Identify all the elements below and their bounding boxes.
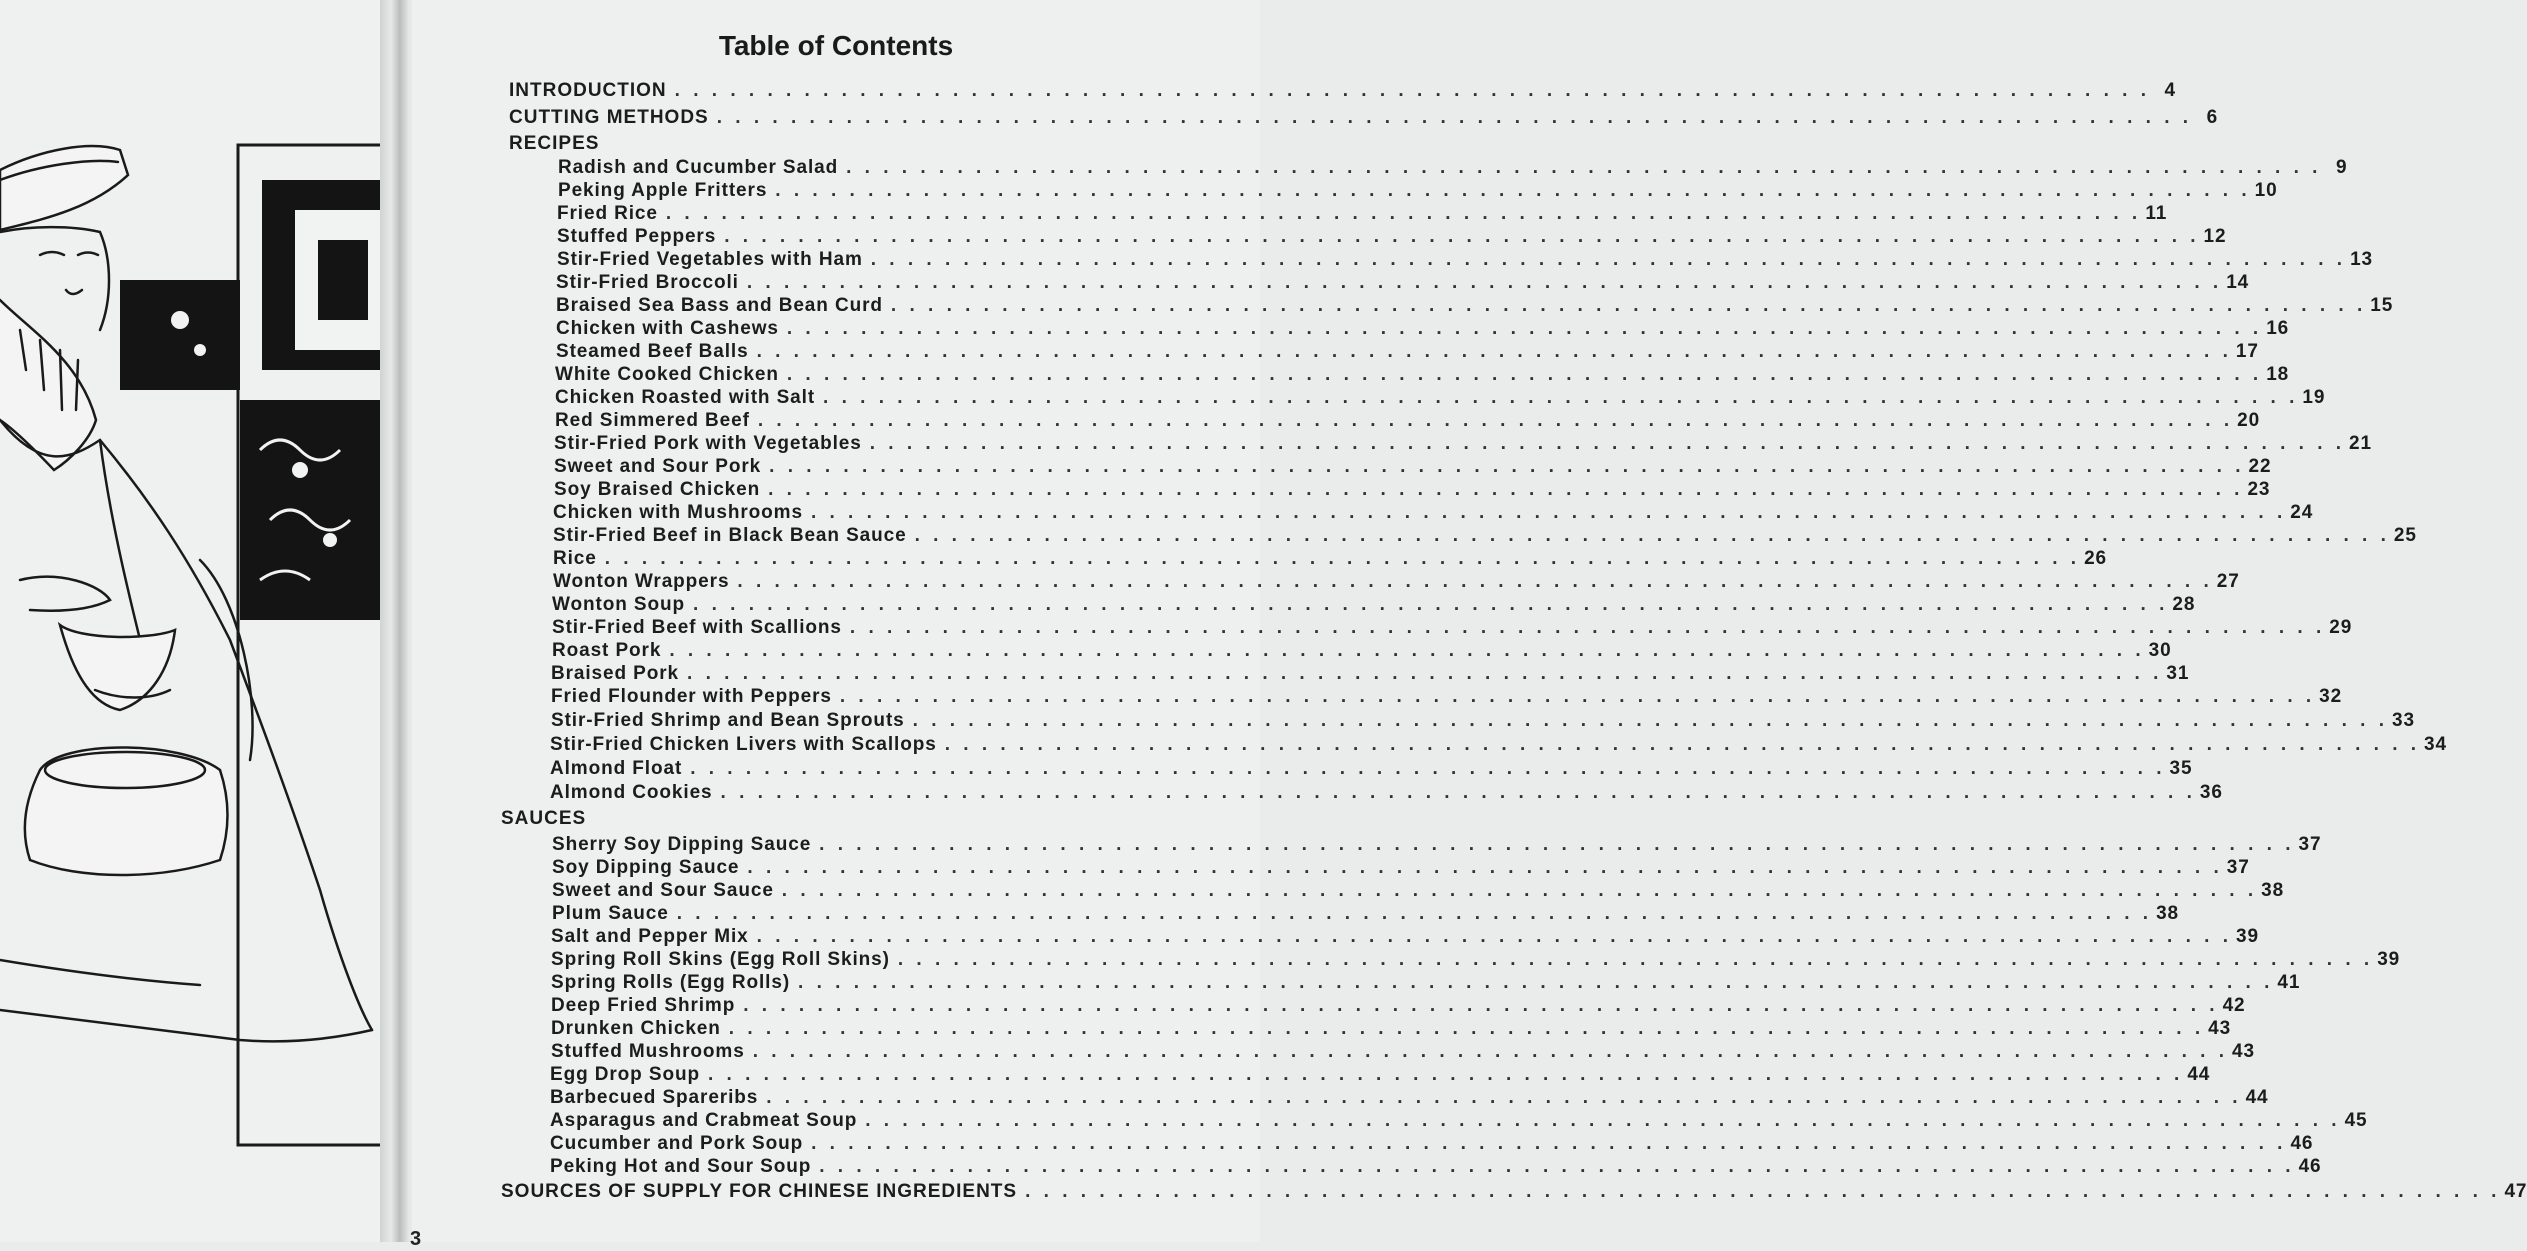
dot-leader: . . . . . . . . . . . . . . . . . . . . . . . . . . . . . . . . . . . . . . . . . . . . . . . . . . . . . . . . . . . . . . . . . . . . . . . . . . . . . . . .: [786, 318, 2263, 339]
toc-section-heading: [501, 1181, 2527, 1203]
toc-entry: [551, 949, 2401, 971]
toc-entry-page: 35: [2169, 758, 2193, 779]
toc-entry: [553, 502, 2314, 524]
toc-entry-page: 20: [2237, 410, 2261, 431]
toc-entry: [557, 226, 2227, 248]
dot-leader: . . . . . . . . . . . . . . . . . . . . . . . . . . . . . . . . . . . . . . . . . . . . . . . . . . . . . . . . . . . . . . . . . . . . . . . . . . . . . . . .: [604, 548, 2081, 569]
toc-entry-page: 47: [2504, 1181, 2527, 1202]
toc-entry-page: 6: [2206, 107, 2219, 128]
toc-entry: [556, 318, 2290, 340]
toc-entry-label: Braised Sea Bass and Bean Curd: [556, 295, 883, 316]
toc-entry-page: 18: [2266, 364, 2290, 385]
toc-entry-page: 17: [2235, 341, 2259, 362]
toc-entry-label: Chicken with Mushrooms: [553, 502, 803, 523]
toc-entry: [551, 1018, 2232, 1040]
toc-entry: [550, 758, 2193, 780]
toc-entry-label: Salt and Pepper Mix: [551, 926, 749, 947]
page-title: Table of Contents: [718, 30, 954, 61]
toc-entry-page: 4: [2164, 80, 2176, 101]
toc-entry-page: 38: [2156, 903, 2179, 924]
toc-entry: [553, 548, 2108, 570]
toc-entry: [552, 857, 2250, 879]
toc-entry-label: RECIPES: [509, 133, 600, 154]
dot-leader: . . . . . . . . . . . . . . . . . . . . . . . . . . . . . . . . . . . . . . . . . . . . . . . . . . . . . . . . . . . . . . . . . . . . . . . . . . . . . . . .: [752, 1041, 2229, 1062]
toc-entry-page: 46: [2290, 1133, 2314, 1154]
dot-leader: . . . . . . . . . . . . . . . . . . . . . . . . . . . . . . . . . . . . . . . . . . . . . . . . . . . . . . . . . . . . . . . . . . . . . . . . . . . . . . . .: [768, 479, 2244, 500]
dot-leader: . . . . . . . . . . . . . . . . . . . . . . . . . . . . . . . . . . . . . . . . . . . . . . . . . . . . . . . . . . . . . . . . . . . . . . . . . . . . . . . .: [769, 456, 2245, 477]
toc-entry-page: 10: [2254, 180, 2278, 201]
dot-leader: . . . . . . . . . . . . . . . . . . . . . . . . . . . . . . . . . . . . . . . . . . . . . . . . . . . . . . . . . . . . . . . . . . . . . . . . . . . . . . . .: [676, 903, 2153, 924]
toc-entry-label: CUTTING METHODS: [509, 107, 709, 128]
dot-leader: . . . . . . . . . . . . . . . . . . . . . . . . . . . . . . . . . . . . . . . . . . . . . . . . . . . . . . . . . . . . . . . . . . . . . . . . . . . . . . . .: [890, 295, 2367, 316]
dot-leader: . . . . . . . . . . . . . . . . . . . . . . . . . . . . . . . . . . . . . . . . . . . . . . . . . . . . . . . . . . . . . . . . . . . . . . . . . . . . . . . .: [869, 433, 2346, 454]
dot-leader: . . . . . . . . . . . . . . . . . . . . . . . . . . . . . . . . . . . . . . . . . . . . . . . . . . . . . . . . . . . . . . . . . . . . . . . . . . . . . . . .: [897, 949, 2374, 970]
toc-entry-label: Plum Sauce: [552, 903, 669, 924]
toc-entry-label: Soy Braised Chicken: [554, 479, 761, 500]
toc-entry-page: 14: [2226, 272, 2250, 293]
toc-entry-label: White Cooked Chicken: [555, 364, 779, 385]
dot-leader: . . . . . . . . . . . . . . . . . . . . . . . . . . . . . . . . . . . . . . . . . . . . . . . . . . . . . . . . . . . . . . . . . . . . . . . . . . . . . . . .: [746, 272, 2223, 293]
toc-entry-label: Stir-Fried Chicken Livers with Scallops: [550, 734, 937, 755]
toc-entry-page: 12: [2203, 226, 2227, 247]
toc-entry: [552, 640, 2172, 662]
toc-entry-page: 44: [2187, 1064, 2211, 1085]
dot-leader: . . . . . . . . . . . . . . . . . . . . . . . . . . . . . . . . . . . . . . . . . . . . . . . . . . . . . . . . . . . . . . . . . . . . . . . . . . . . . . . .: [912, 710, 2388, 731]
dot-leader: . . . . . . . . . . . . . . . . . . . . . . . . . . . . . . . . . . . . . . . . . . . . . . . . . . . . . . . . . . . . . . . . . . . . . . . . . . . . . . . .: [737, 571, 2213, 592]
dot-leader: . . . . . . . . . . . . . . . . . . . . . . . . . . . . . . . . . . . . . . . . . . . . . . . . . . . . . . . . . . . . . . . . . . . . . . . . . . . . . . . .: [693, 594, 2169, 615]
toc-entry-page: 43: [2232, 1041, 2255, 1062]
toc-entry-label: Stuffed Peppers: [557, 226, 717, 247]
toc-entry: [550, 1133, 2314, 1155]
toc-entry: [551, 686, 2343, 708]
dot-leader: . . . . . . . . . . . . . . . . . . . . . . . . . . . . . . . . . . . . . . . . . . . . . . . . . . . . . . . . . . . . . . . . . . . . . . . . . . . . . . . .: [819, 1156, 2295, 1177]
toc-entry-page: 45: [2344, 1110, 2368, 1131]
toc-entry: [555, 387, 2326, 409]
toc-entry-label: Stir-Fried Broccoli: [556, 272, 739, 293]
dot-leader: . . . . . . . . . . . . . . . . . . . . . . . . . . . . . . . . . . . . . . . . . . . . . . . . . . . . . . . . . . . . . . . . . . . . . . . . . . . . . . . .: [766, 1087, 2242, 1108]
toc-entry: [555, 410, 2261, 432]
toc-entry: [552, 834, 2322, 856]
toc-entry: [556, 272, 2250, 294]
toc-entry: [551, 972, 2301, 994]
dot-leader: . . . . . . . . . . . . . . . . . . . . . . . . . . . . . . . . . . . . . . . . . . . . . . . . . . . . . . . . . . . . . . . . . . . . . . . . . . . . . . . .: [839, 686, 2316, 707]
toc-entry: [550, 1156, 2322, 1178]
toc-entry-page: 31: [2166, 663, 2190, 684]
toc-entry: [552, 903, 2179, 925]
toc-entry-label: Wonton Soup: [552, 594, 686, 615]
dot-leader: . . . . . . . . . . . . . . . . . . . . . . . . . . . . . . . . . . . . . . . . . . . . . . . . . . . . . . . . . . . . . . . . . . . . . . . . . . . . . . . .: [747, 857, 2223, 878]
dot-leader: . . . . . . . . . . . . . . . . . . . . . . . . . . . . . . . . . . . . . . . . . . . . . . . . . . . . . . . . . . . . . . . . . . . . . . . . . . . . . . . .: [823, 387, 2299, 408]
toc-entry-label: Wonton Wrappers: [553, 571, 730, 592]
toc-entry: [557, 203, 2168, 225]
dot-leader: . . . . . . . . . . . . . . . . . . . . . . . . . . . . . . . . . . . . . . . . . . . . . . . . . . . . . . . . . . . . . . . . . . . . . . . . . . . . . . . .: [756, 926, 2232, 947]
dot-leader: . . . . . . . . . . . . . . . . . . . . . . . . . . . . . . . . . . . . . . . . . . . . . . . . . . . . . . . . . . . . . . . . . . . . . . . . . . . . . . . .: [786, 364, 2263, 385]
toc-entry: [552, 594, 2196, 616]
toc-entry-page: 38: [2261, 880, 2285, 901]
toc-entry-label: SAUCES: [501, 808, 587, 829]
dot-leader: . . . . . . . . . . . . . . . . . . . . . . . . . . . . . . . . . . . . . . . . . . . . . . . . . . . . . . . . . . . . . . . . . . . . . . . . . . . . . . . .: [810, 502, 2287, 523]
toc-entry-label: Fried Flounder with Peppers: [551, 686, 832, 707]
toc-entry: [550, 1110, 2368, 1132]
dot-leader: . . . . . . . . . . . . . . . . . . . . . . . . . . . . . . . . . . . . . . . . . . . . . . . . . . . . . . . . . . . . . . . . . . . . . . . . . . . . . . . .: [781, 880, 2258, 901]
toc-entry-page: 13: [2350, 249, 2374, 270]
toc-entry-page: 9: [2336, 157, 2348, 178]
toc-entry-label: Almond Float: [550, 758, 683, 779]
toc-entry: [550, 1064, 2211, 1086]
toc-entry-page: 33: [2391, 710, 2415, 731]
dot-leader: . . . . . . . . . . . . . . . . . . . . . . . . . . . . . . . . . . . . . . . . . . . . . . . . . . . . . . . . . . . . . . . . . . . . . . . . . . . . . . . .: [756, 341, 2232, 362]
toc-entry-label: Soy Dipping Sauce: [552, 857, 740, 878]
toc-entry-label: Stir-Fried Vegetables with Ham: [557, 249, 863, 270]
toc-entry: [558, 157, 2348, 179]
toc-entry-label: SOURCES OF SUPPLY FOR CHINESE INGREDIENTS: [501, 1181, 1018, 1202]
toc-entry-label: Stir-Fried Beef in Black Bean Sauce: [553, 525, 907, 546]
toc-entry-label: Deep Fried Shrimp: [551, 995, 736, 1016]
toc-entry: [550, 1087, 2269, 1109]
dot-leader: . . . . . . . . . . . . . . . . . . . . . . . . . . . . . . . . . . . . . . . . . . . . . . . . . . . . . . . . . . . . . . . . . . . . . . . . . . . . . . . .: [665, 203, 2142, 224]
toc-section-heading: [509, 133, 1170, 155]
toc-entry-label: Chicken Roasted with Salt: [555, 387, 816, 408]
dot-leader: . . . . . . . . . . . . . . . . . . . . . . . . . . . . . . . . . . . . . . . . . . . . . . . . . . . . . . . . . . . . . . . . . . . . . . . . . . . . . . . .: [687, 663, 2163, 684]
toc-entry-page: 34: [2424, 734, 2447, 755]
dot-leader: . . . . . . . . . . . . . . . . . . . . . . . . . . . . . . . . . . . . . . . . . . . . . . . . . . . . . . . . . . . . . . . . . . . . . . . . . . . . . . . .: [707, 1064, 2184, 1085]
toc-entry-label: INTRODUCTION: [509, 80, 667, 101]
dot-leader: . . . . . . . . . . . . . . . . . . . . . . . . . . . . . . . . . . . . . . . . . . . . . . . . . . . . . . . . . . . . . . . . . . . . . . . . . . . . . . . .: [846, 157, 2322, 178]
toc-entry-page: 39: [2236, 926, 2259, 947]
dot-leader: . . . . . . . . . . . . . . . . . . . . . . . . . . . . . . . . . . . . . . . . . . . . . . . . . . . . . . . . . . . . . . . . . . . . . . . . . . . . . . . .: [849, 617, 2326, 638]
toc-entry-page: 27: [2216, 571, 2240, 592]
toc-entry: [550, 734, 2447, 756]
toc-entry-label: Spring Rolls (Egg Rolls): [551, 972, 791, 993]
dot-leader: . . . . . . . . . . . . . . . . . . . . . . . . . . . . . . . . . . . . . . . . . . . . . . . . . . . . . . . . . . . . . . . . . . . . . . . . . . . . . . . .: [743, 995, 2219, 1016]
toc-entry-label: Sweet and Sour Sauce: [552, 880, 774, 901]
toc-entry: [551, 926, 2259, 948]
dot-leader: . . . . . . . . . . . . . . . . . . . . . . . . . . . . . . . . . . . . . . . . . . . . . . . . . . . . . . . . . . . . . . . . . . . . . . . . . . . . . . . .: [674, 80, 2150, 101]
toc-entry-label: Stir-Fried Pork with Vegetables: [554, 433, 862, 454]
dot-leader: . . . . . . . . . . . . . . . . . . . . . . . . . . . . . . . . . . . . . . . . . . . . . . . . . . . . . . . . . . . . . . . . . . . . . . . . . . . . . . . .: [690, 758, 2166, 779]
toc-entry-label: Almond Cookies: [550, 782, 713, 803]
toc-entry-label: Egg Drop Soup: [550, 1064, 700, 1085]
dot-leader: . . . . . . . . . . . . . . . . . . . . . . . . . . . . . . . . . . . . . . . . . . . . . . . . . . . . . . . . . . . . . . . . . . . . . . . . . . . . . . . .: [757, 410, 2234, 431]
toc-entry-page: 37: [2298, 834, 2322, 855]
toc-entry-page: 46: [2298, 1156, 2322, 1177]
toc-entry-page: 43: [2208, 1018, 2232, 1039]
toc-entry-page: 44: [2245, 1087, 2269, 1108]
toc-entry: [553, 571, 2240, 593]
toc-entry-label: Radish and Cucumber Salad: [558, 157, 839, 178]
toc-entry-label: Spring Roll Skins (Egg Roll Skins): [551, 949, 890, 970]
toc-entry: [554, 479, 2271, 501]
toc-section-heading: [509, 80, 2176, 102]
toc-entry-label: Stir-Fried Beef with Scallions: [552, 617, 842, 638]
toc-entry-label: Sherry Soy Dipping Sauce: [552, 834, 812, 855]
dot-leader: . . . . . . . . . . . . . . . . . . . . . . . . . . . . . . . . . . . . . . . . . . . . . . . . . . . . . . . . . . . . . . . . . . . . . . . . . . . . . . . .: [914, 525, 2390, 546]
toc-entry-label: Stuffed Mushrooms: [551, 1041, 745, 1062]
toc-entry-page: 37: [2226, 857, 2250, 878]
dot-leader: . . . . . . . . . . . . . . . . . . . . . . . . . . . . . . . . . . . . . . . . . . . . . . . . . . . . . . . . . . . . . . . . . . . . . . . . . . . . . . . .: [819, 834, 2295, 855]
dot-leader: . . . . . . . . . . . . . . . . . . . . . . . . . . . . . . . . . . . . . . . . . . . . . . . . . . . . . . . . . . . . . . . . . . . . . . . . . . . . . . . .: [720, 782, 2196, 803]
toc-entry-page: 26: [2084, 548, 2108, 569]
toc-entry: [551, 710, 2415, 732]
toc-section-heading: [501, 808, 1170, 830]
toc-entry-page: 39: [2377, 949, 2401, 970]
toc-entry: [551, 663, 2190, 685]
toc-entry-label: Fried Rice: [557, 203, 658, 224]
toc-entry-page: 36: [2199, 782, 2223, 803]
toc-entry: [558, 180, 2278, 202]
toc-entry-label: Barbecued Spareribs: [550, 1087, 759, 1108]
toc-entry-page: 23: [2247, 479, 2271, 500]
toc-entry-page: 41: [2277, 972, 2301, 993]
toc-entry-page: 28: [2172, 594, 2196, 615]
toc-section-heading: [509, 107, 2219, 129]
toc-entry-page: 25: [2393, 525, 2417, 546]
toc-entry-page: 15: [2370, 295, 2394, 316]
toc-entry-label: Asparagus and Crabmeat Soup: [550, 1110, 858, 1131]
toc-entry-page: 24: [2290, 502, 2314, 523]
toc-entry: [556, 341, 2259, 363]
toc-entry-label: Stir-Fried Shrimp and Bean Sprouts: [551, 710, 905, 731]
dot-leader: . . . . . . . . . . . . . . . . . . . . . . . . . . . . . . . . . . . . . . . . . . . . . . . . . . . . . . . . . . . . . . . . . . . . . . . . . . . . . . . .: [724, 226, 2200, 247]
left-page-illustration: [0, 0, 384, 1242]
toc-entry-label: Peking Hot and Sour Soup: [550, 1156, 812, 1177]
dot-leader: . . . . . . . . . . . . . . . . . . . . . . . . . . . . . . . . . . . . . . . . . . . . . . . . . . . . . . . . . . . . . . . . . . . . . . . . . . . . . . . .: [716, 107, 2193, 128]
sage-illustration: [0, 0, 384, 1242]
toc-entry-page: 42: [2222, 995, 2246, 1016]
toc-entry-page: 32: [2319, 686, 2343, 707]
toc-entry: [554, 433, 2372, 455]
toc-entry: [554, 456, 2272, 478]
toc-entry: [556, 295, 2394, 317]
toc-entry-page: 22: [2248, 456, 2272, 477]
toc-entry-label: Steamed Beef Balls: [556, 341, 749, 362]
toc-entry-label: Rice: [553, 548, 597, 569]
toc-entry: [552, 880, 2285, 902]
toc-entry-label: Peking Apple Fritters: [558, 180, 768, 201]
book-gutter: [380, 0, 416, 1242]
toc-entry-page: 16: [2266, 318, 2290, 339]
toc-entry: [557, 249, 2374, 271]
toc-entry-label: Drunken Chicken: [551, 1018, 721, 1039]
toc-entry: [555, 364, 2290, 386]
toc-entry-page: 30: [2148, 640, 2172, 661]
dot-leader: . . . . . . . . . . . . . . . . . . . . . . . . . . . . . . . . . . . . . . . . . . . . . . . . . . . . . . . . . . . . . . . . . . . . . . . . . . . . . . . .: [811, 1133, 2287, 1154]
dot-leader: . . . . . . . . . . . . . . . . . . . . . . . . . . . . . . . . . . . . . . . . . . . . . . . . . . . . . . . . . . . . . . . . . . . . . . . . . . . . . . . .: [1025, 1181, 2501, 1202]
toc-entry: [552, 617, 2353, 639]
toc-entry-page: 29: [2329, 617, 2353, 638]
dot-leader: . . . . . . . . . . . . . . . . . . . . . . . . . . . . . . . . . . . . . . . . . . . . . . . . . . . . . . . . . . . . . . . . . . . . . . . . . . . . . . . .: [870, 249, 2347, 270]
dot-leader: . . . . . . . . . . . . . . . . . . . . . . . . . . . . . . . . . . . . . . . . . . . . . . . . . . . . . . . . . . . . . . . . . . . . . . . . . . . . . . . .: [944, 734, 2421, 755]
dot-leader: . . . . . . . . . . . . . . . . . . . . . . . . . . . . . . . . . . . . . . . . . . . . . . . . . . . . . . . . . . . . . . . . . . . . . . . . . . . . . . . .: [775, 180, 2251, 201]
dot-leader: . . . . . . . . . . . . . . . . . . . . . . . . . . . . . . . . . . . . . . . . . . . . . . . . . . . . . . . . . . . . . . . . . . . . . . . . . . . . . . . .: [669, 640, 2145, 661]
toc-entry-label: Roast Pork: [552, 640, 662, 661]
toc-entry-page: 19: [2302, 387, 2326, 408]
toc-entry: [550, 782, 2223, 804]
toc-entry-label: Chicken with Cashews: [556, 318, 779, 339]
toc-entry-label: Red Simmered Beef: [555, 410, 750, 431]
dot-leader: . . . . . . . . . . . . . . . . . . . . . . . . . . . . . . . . . . . . . . . . . . . . . . . . . . . . . . . . . . . . . . . . . . . . . . . . . . . . . . . .: [865, 1110, 2341, 1131]
page-number: 3: [410, 1228, 422, 1250]
toc-entry-label: Sweet and Sour Pork: [554, 456, 762, 477]
dot-leader: . . . . . . . . . . . . . . . . . . . . . . . . . . . . . . . . . . . . . . . . . . . . . . . . . . . . . . . . . . . . . . . . . . . . . . . . . . . . . . . .: [728, 1018, 2205, 1039]
dot-leader: . . . . . . . . . . . . . . . . . . . . . . . . . . . . . . . . . . . . . . . . . . . . . . . . . . . . . . . . . . . . . . . . . . . . . . . . . . . . . . . .: [798, 972, 2274, 993]
toc-entry: [551, 995, 2246, 1017]
toc-entry-page: 21: [2349, 433, 2372, 454]
toc-entry-label: Cucumber and Pork Soup: [550, 1133, 804, 1154]
toc-entry: [551, 1041, 2255, 1063]
toc-entry: [553, 525, 2417, 547]
right-page: [412, 0, 2527, 1242]
toc-entry-label: Braised Pork: [551, 663, 680, 684]
toc-entry-page: 11: [2145, 203, 2168, 224]
